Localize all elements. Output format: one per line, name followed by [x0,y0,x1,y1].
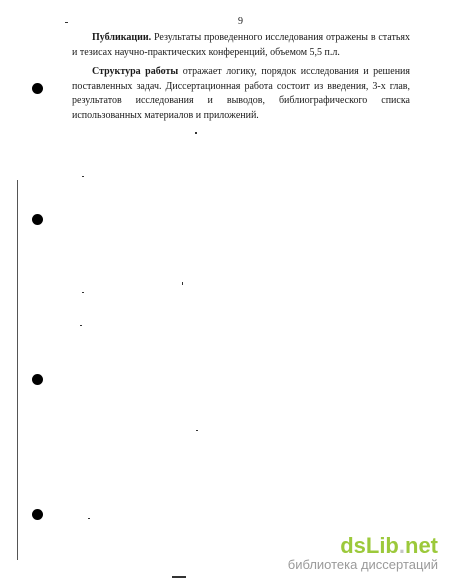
page-number: 9 [238,16,243,27]
paragraph-heading: Структура работы [92,66,179,77]
paragraph-heading: Публикации. [92,32,152,43]
scan-speck [65,22,68,23]
binder-hole [32,509,43,520]
scan-speck [182,282,183,285]
scan-speck [82,292,84,293]
scan-speck [82,176,84,177]
scan-speck [196,430,198,431]
scan-speck [80,325,82,326]
scan-margin-line [17,180,18,560]
paragraph-structure [72,65,410,123]
scan-speck [88,518,90,519]
binder-hole [32,214,43,225]
scan-speck [195,132,197,134]
paragraph-body: отражает логику, порядок исследования и решения поставленных задач. Диссертационная работа состоит из введения, 3-х глав, результатов исследования и выводов, библиографического списка использованных материалов и приложений. [72,66,410,121]
binder-hole [32,374,43,385]
paragraph-body: Результаты проведенного исследования отражены в статьях и тезисах научно-практических конференций, объемом 5,5 п.л. [72,32,410,58]
scan-footer-mark [172,576,186,578]
paragraph-publications [72,31,410,60]
watermark-logo: dsLib.net [340,533,438,558]
watermark-subtitle: библиотека диссертаций [287,557,438,572]
binder-hole [32,83,43,94]
watermark [288,535,438,573]
